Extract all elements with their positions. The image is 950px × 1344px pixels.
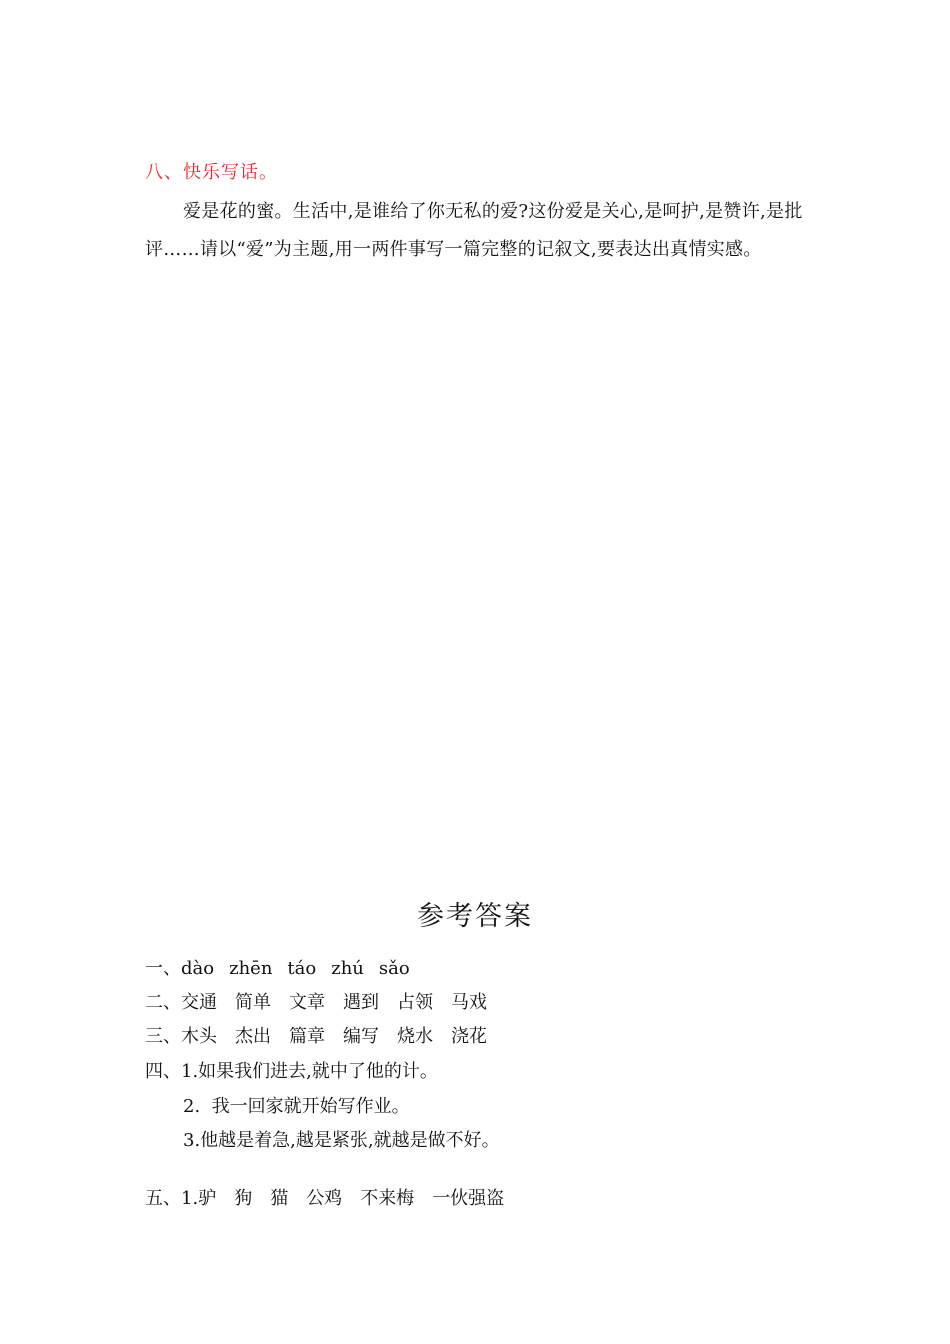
answer-item: 占领 [397,992,433,1013]
answer-item: dào [181,958,215,979]
answer-sentence-2: 2. 我一回家就开始写作业。 [183,1096,410,1117]
answer-item: zhú [331,958,364,979]
answer-item: 木头 [181,1026,217,1047]
answer-item: 遇到 [343,992,379,1013]
answer-prefix: 二、 [145,992,181,1013]
writing-prompt: 爱是花的蜜。生活中,是谁给了你无私的爱?这份爱是关心,是呵护,是赞许,是批评……请以“爱”为主题,用一两件事写一篇完整的记叙文,要表达出真情实感。 [145,201,803,260]
answer-line-4 [145,1057,438,1083]
answer-prefix: 四、 [145,1061,181,1082]
answer-item: 不来梅 [360,1188,415,1209]
answer-prefix: 一、 [145,958,181,979]
section-heading: 八、快乐写话。 [145,162,278,183]
answer-line-1 [145,954,425,980]
answer-key-title: 参考答案 [417,901,533,932]
answer-item: 公鸡 [306,1188,343,1209]
answer-item: 驴 [198,1188,217,1209]
answer-sentence-3: 3.他越是着急,越是紧张,就越是做不好。 [183,1130,500,1151]
answer-item: 马戏 [451,992,487,1013]
answer-item: 浇花 [451,1026,487,1047]
answer-item: zhēn [229,958,273,979]
answer-sentence: 1.如果我们进去,就中了他的计。 [181,1061,438,1082]
answer-prefix: 五、 [145,1188,181,1209]
answer-item: 狗 [234,1188,253,1209]
answer-item: 猫 [270,1188,289,1209]
answer-item: 交通 [181,992,217,1013]
answer-item: sǎo [378,958,410,979]
answer-lead: 1. [181,1188,199,1209]
answer-line-3 [145,1022,505,1048]
answer-item: 烧水 [397,1026,433,1047]
answer-item: 编写 [343,1026,379,1047]
answer-item: 篇章 [289,1026,325,1047]
answer-item: 杰出 [235,1026,271,1047]
answer-line-5 [145,1184,522,1210]
answer-prefix: 三、 [145,1026,181,1047]
answer-line-2 [145,988,505,1014]
answer-item: 文章 [289,992,325,1013]
answer-item: 一伙强盗 [432,1188,505,1209]
answer-item: 简单 [235,992,271,1013]
answer-item: táo [287,958,317,979]
